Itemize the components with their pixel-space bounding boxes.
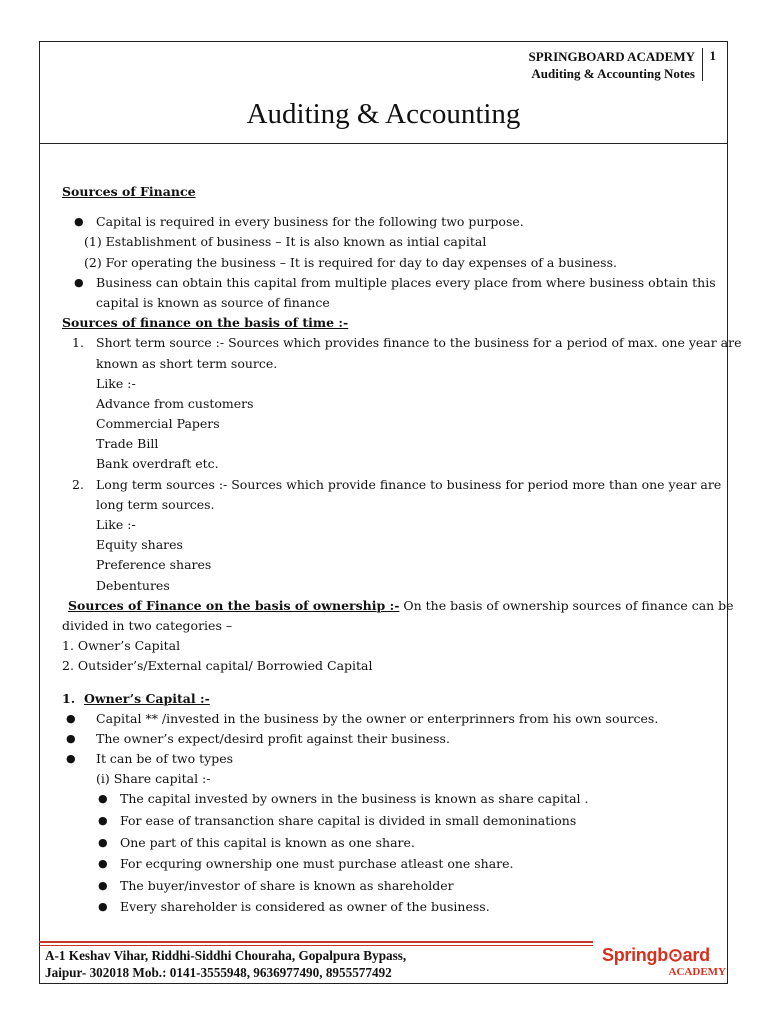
paragraph: known as short term source.: [96, 355, 278, 371]
list-number: 1.: [62, 690, 76, 706]
bullet-icon: ●: [98, 792, 108, 806]
list-item: For ease of transanction share capital is divided in small demoninations: [120, 813, 577, 829]
academy-name: SPRINGBOARD ACADEMY: [528, 49, 695, 64]
list-item: Commercial Papers: [96, 416, 220, 432]
bullet-icon: ●: [98, 814, 108, 828]
header-divider: [702, 48, 703, 81]
numbered-item: (1) Establishment of business – It is also known as intial capital: [84, 234, 487, 250]
bullet-icon: ●: [74, 215, 84, 229]
logo-academy: ACADEMY: [668, 966, 726, 978]
footer-rule: [39, 945, 593, 946]
header-info: [529, 48, 695, 82]
paragraph: Long term sources :- Sources which provide finance to business for period more than one year are: [96, 476, 722, 492]
list-item: Equity shares: [96, 537, 183, 553]
like-label: Like :-: [96, 517, 136, 532]
bullet-icon: ●: [98, 835, 108, 849]
bullet-icon: ●: [66, 711, 76, 725]
list-item: Bank overdraft etc.: [96, 456, 219, 472]
bullet-icon: ●: [98, 878, 108, 892]
sub-heading-share-capital: (i) Share capital :-: [96, 771, 211, 787]
numbered-item: (2) For operating the business – It is required for day to day expenses of a business.: [84, 254, 617, 270]
paragraph: It can be of two types: [96, 751, 234, 767]
document-body: [62, 182, 742, 919]
heading-owners-capital: Owner’s Capital :-: [84, 690, 210, 706]
paragraph: The owner’s expect/desird profit against their business.: [96, 730, 450, 746]
bullet-icon: ●: [66, 731, 76, 745]
footer-address: [45, 947, 406, 981]
paragraph: Business can obtain this capital from multiple places every place from where business obtain this: [96, 274, 716, 290]
list-item: The capital invested by owners in the business is known as share capital .: [120, 791, 589, 807]
paragraph: Capital ** /invested in the business by the owner or enterprinners from his own sources.: [96, 710, 659, 726]
page-number: 1: [709, 48, 716, 63]
bullet-icon: ●: [98, 857, 108, 871]
heading-sources-of-finance: Sources of Finance: [62, 184, 196, 199]
paragraph: divided in two categories –: [62, 617, 233, 633]
paragraph: capital is known as source of finance: [96, 294, 330, 310]
address-line-2: Jaipur- 302018 Mob.: 0141-3555948, 9636977490, 8955577492: [45, 965, 392, 980]
bullet-icon: ●: [98, 900, 108, 914]
heading-ownership-basis: Sources of Finance on the basis of ownership :-: [68, 597, 400, 613]
document-title: Auditing & Accounting: [246, 98, 521, 130]
springboard-logo: [602, 943, 726, 983]
address-line-1: A-1 Keshav Vihar, Riddhi-Siddhi Chouraha, Gopalpura Bypass,: [45, 948, 407, 963]
list-item: The buyer/investor of share is known as shareholder: [120, 877, 454, 893]
list-number: 1.: [72, 335, 84, 351]
bullet-icon: ●: [66, 752, 76, 766]
list-item: One part of this capital is known as one share.: [120, 834, 415, 850]
footer-rule: [39, 941, 593, 943]
bullet-icon: ●: [74, 275, 84, 289]
heading-time-basis: Sources of finance on the basis of time :-: [62, 315, 349, 331]
logo-wordmark: Springb⊙ard: [602, 945, 710, 965]
list-item: Preference shares: [96, 557, 212, 573]
paragraph: long term sources.: [96, 496, 215, 512]
list-number: 2.: [72, 476, 84, 492]
page-header: [40, 42, 727, 144]
list-item: 2. Outsider’s/External capital/ Borrowied Capital: [62, 658, 373, 674]
page-footer: [39, 941, 728, 983]
list-item: Debentures: [96, 577, 170, 593]
list-item: Every shareholder is considered as owner of the business.: [120, 899, 490, 915]
paragraph: Short term source :- Sources which provides finance to the business for a period of max. one year are: [96, 335, 742, 351]
list-item: Trade Bill: [96, 436, 159, 452]
paragraph: Capital is required in every business for the following two purpose.: [96, 214, 524, 230]
list-item: For ecquring ownership one must purchase atleast one share.: [120, 856, 514, 872]
like-label: Like :-: [96, 375, 136, 391]
list-item: Advance from customers: [96, 395, 254, 411]
paragraph: On the basis of ownership sources of finance can be: [399, 597, 734, 613]
list-item: 1. Owner’s Capital: [62, 638, 181, 654]
notes-subtitle: Auditing & Accounting Notes: [531, 66, 695, 81]
